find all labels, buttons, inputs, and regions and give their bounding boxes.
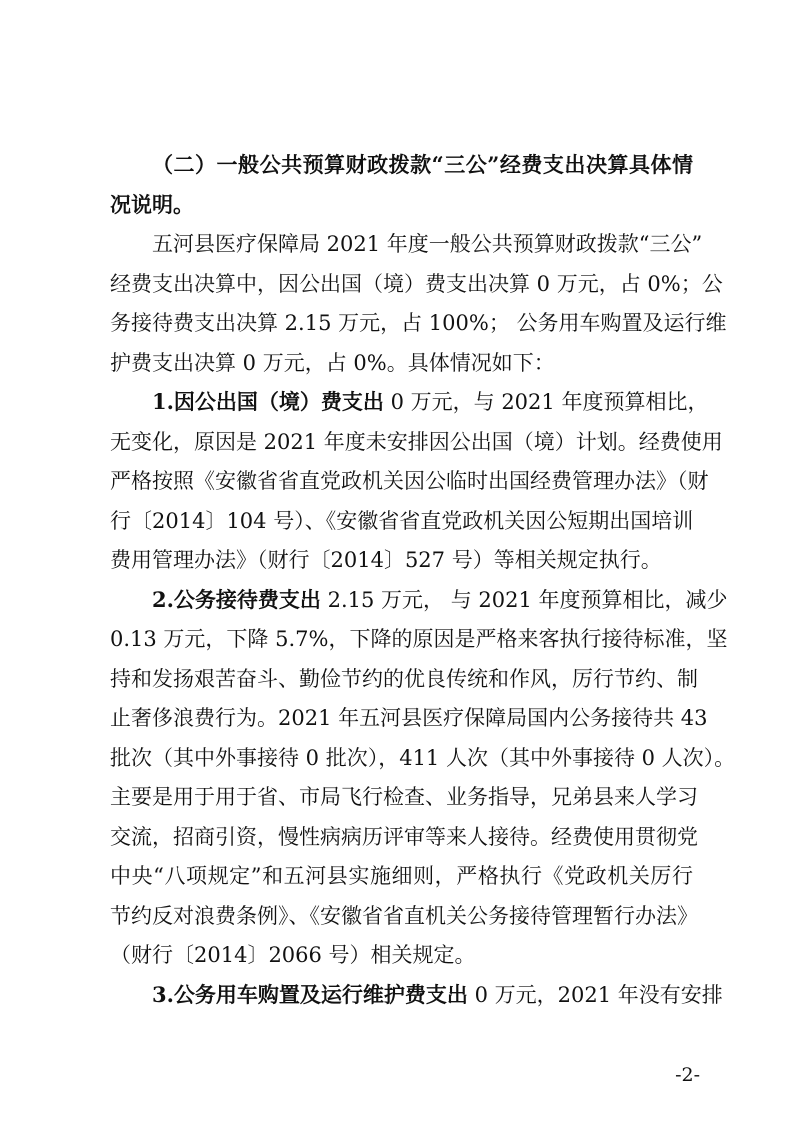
item3-first-line — [152, 975, 723, 1015]
item2-line-5: 批次（其中外事接待 0 批次），411 人次（其中外事接待 0 人次）。 — [110, 746, 736, 770]
item3-label: 3.公务用车购置及运行维护费支出 — [152, 982, 468, 1007]
intro-line-4: 护费支出决算 0 万元，占 0%。具体情况如下： — [110, 351, 555, 375]
intro-line-3: 务接待费支出决算 2.15 万元，占 100%； 公务用车购置及运行维 — [110, 311, 727, 335]
item2-line-4: 止奢侈浪费行为。2021 年五河县医疗保障局国内公务接待共 43 — [110, 706, 708, 730]
item2-line-7: 交流，招商引资，慢性病病历评审等来人接待。经费使用贯彻党 — [110, 825, 698, 849]
item3-first-text: 0 万元，2021 年没有安排 — [467, 983, 723, 1007]
item1-line-2: 无变化，原因是 2021 年度未安排因公出国（境）计划。经费使用 — [110, 430, 723, 454]
intro-line-1: 五河县医疗保障局 2021 年度一般公共预算财政拨款“三公” — [152, 232, 703, 256]
item1-first-line — [152, 382, 709, 422]
item1-line-3: 严格按照《安徽省省直党政机关因公临时出国经费管理办法》（财 — [110, 469, 709, 493]
section-heading-line-1: （二）一般公共预算财政拨款“三公”经费支出决算具体情 — [152, 152, 693, 177]
intro-line-2: 经费支出决算中，因公出国（境）费支出决算 0 万元，占 0%；公 — [110, 272, 723, 296]
item1-label: 1.因公出国（境）费支出 — [152, 389, 384, 414]
page-number: -2- — [675, 1064, 700, 1086]
item1-line-5: 费用管理办法》（财行〔2014〕527 号）等相关规定执行。 — [110, 548, 662, 572]
item2-line-9: 节约反对浪费条例》、《安徽省省直机关公务接待管理暂行办法》 — [110, 904, 698, 928]
item2-line-6: 主要是用于用于省、市局飞行检查、业务指导，兄弟县来人学习 — [110, 785, 698, 809]
item1-first-text: 0 万元，与 2021 年度预算相比， — [383, 390, 709, 414]
item2-first-line — [152, 580, 728, 620]
item2-line-8: 中央“八项规定”和五河县实施细则，严格执行《党政机关厉行 — [110, 864, 693, 888]
item2-line-10: （财行〔2014〕2066 号）相关规定。 — [110, 943, 476, 967]
section-heading-line-2: 况说明。 — [110, 192, 194, 217]
item2-line-2: 0.13 万元，下降 5.7%，下降的原因是严格来客执行接待标准，坚 — [110, 627, 728, 651]
item1-line-4: 行〔2014〕104 号）、《安徽省省直党政机关因公短期出国培训 — [110, 509, 694, 533]
item2-label: 2.公务接待费支出 — [152, 587, 321, 612]
item2-line-3: 持和发扬艰苦奋斗、勤俭节约的优良传统和作风，厉行节约、制 — [110, 667, 698, 691]
item2-first-text: 2.15 万元， 与 2021 年度预算相比，减少 — [320, 588, 728, 612]
